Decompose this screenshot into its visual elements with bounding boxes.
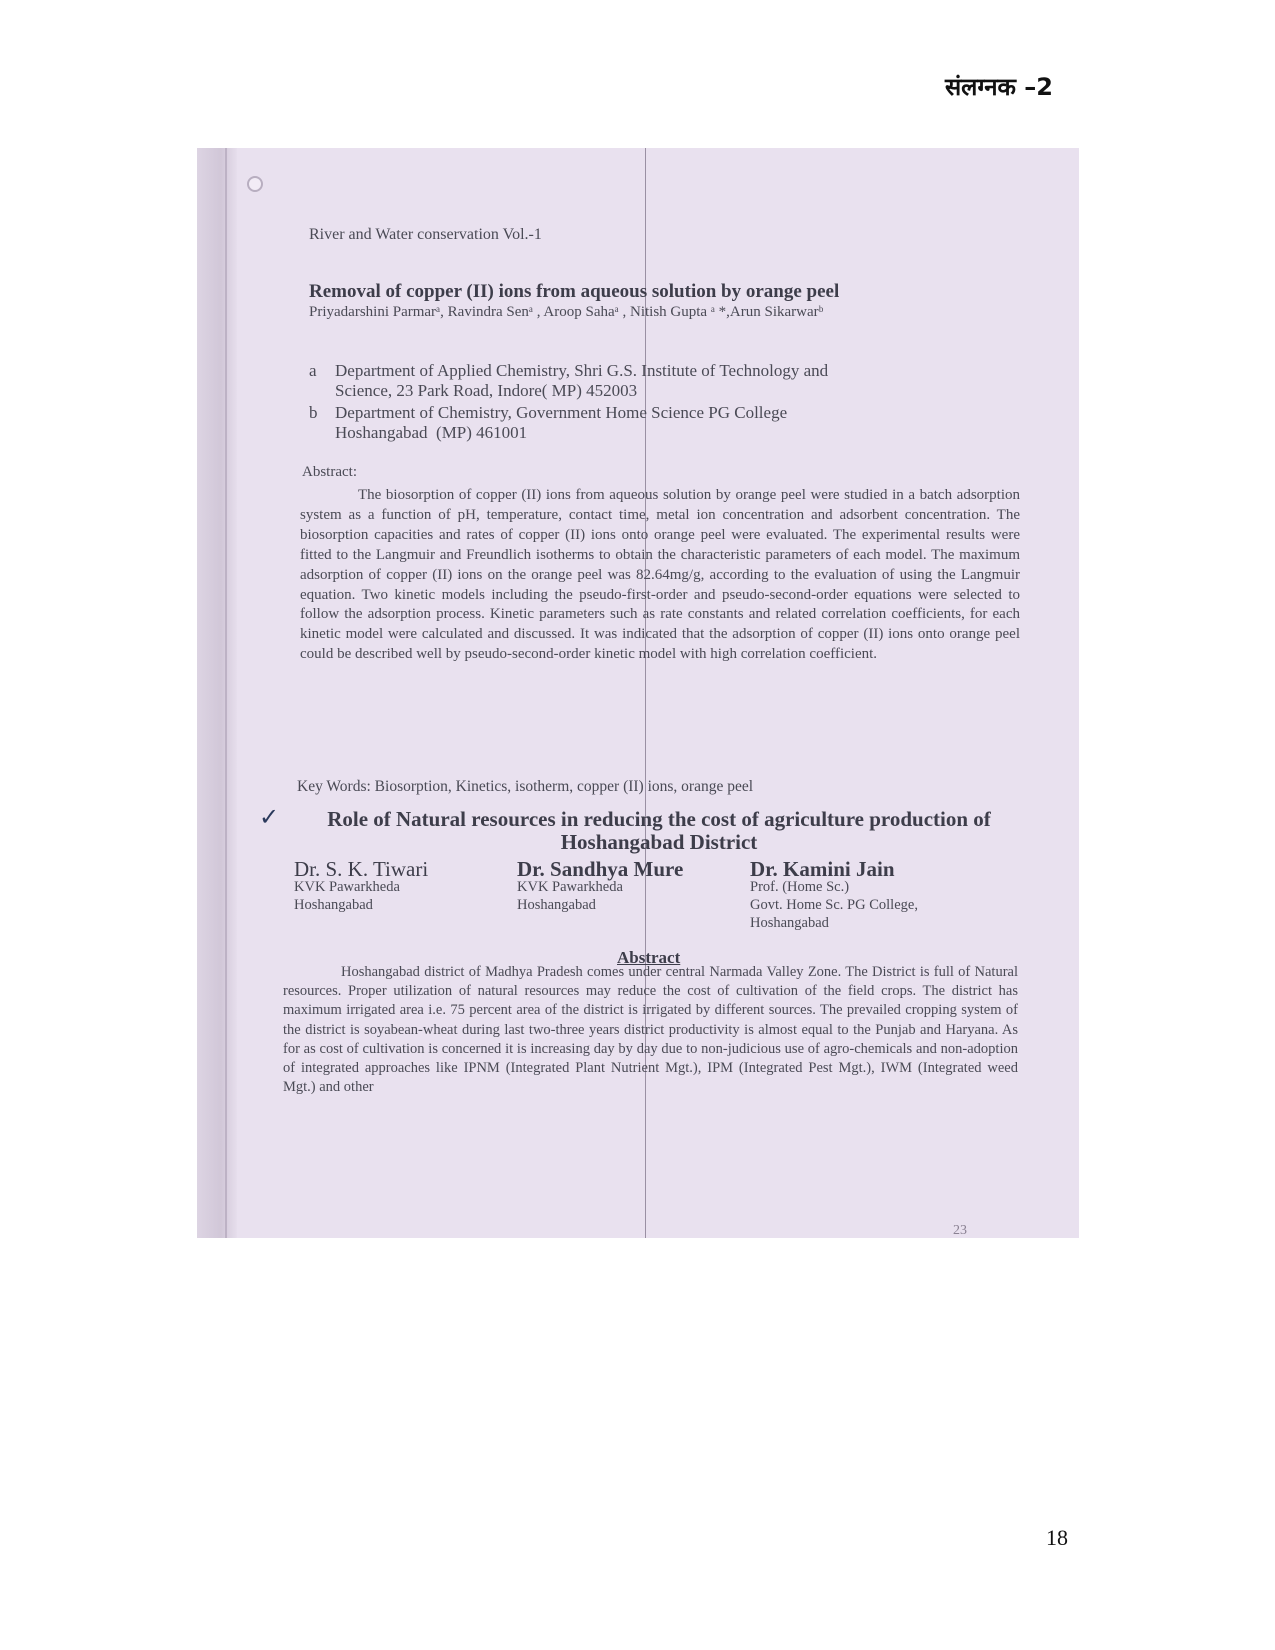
page-number: 18 (1046, 1525, 1068, 1550)
affiliation-text: Department of Chemistry, Government Home Science PG College (335, 403, 788, 422)
author-affiliation: Hoshangabad (750, 915, 829, 931)
paper1-abstract-label: Abstract: (302, 464, 357, 480)
paper2-abstract-label: Abstract (617, 948, 681, 967)
author-name: Dr. S. K. Tiwari (294, 857, 429, 881)
author-affiliation: KVK Pawarkheda (294, 879, 400, 895)
journal-title: River and Water conservation Vol.-1 (309, 226, 542, 243)
affiliation-b-line1 (309, 403, 787, 423)
affiliation-text: Department of Applied Chemistry, Shri G.S. Institute of Technology and (335, 361, 829, 380)
affiliation-a-line2 (309, 381, 637, 401)
affiliation-text: Science, 23 Park Road, Indore( MP) 452003 (335, 381, 638, 400)
paper1-abstract: The biosorption of copper (II) ions from aqueous solution by orange peel were studied in a batch adsorption system as a function of pH, temperature, contact time, metal ion concentration and adsorbent concentration. The biosorption capacities and rates of copper (II) ions onto orange peel were evaluated. The experimental results were fitted to the Langmuir and Freundlich isotherms to obtain the characteristic parameters of each model. The maximum adsorption of copper (II) ions on the orange peel was 82.64mg/g, according to the evaluation of using the Langmuir equation. Two kinetic models including the pseudo-first-order and pseudo-second-order equations were selected to follow the adsorption process. Kinetic parameters such as rate constants and related correlation coefficients, for each kinetic model were calculated and discussed. It was indicated that the adsorption of copper (II) ions onto orange peel could be described well by pseudo-second-order kinetic model with high correlation coefficient. (300, 487, 1020, 663)
affiliation-mark: b (309, 403, 318, 422)
affiliation-text: Hoshangabad (MP) 461001 (335, 423, 528, 442)
paper2-author-1 (294, 857, 429, 914)
binding-edge (197, 148, 237, 1238)
author-affiliation: Prof. (Home Sc.) (750, 879, 850, 895)
paper2-author-2 (517, 857, 684, 914)
paper2-title: Role of Natural resources in reducing the cost of agriculture production of Hoshangabad District (327, 807, 991, 854)
scanned-page-number: 23 (953, 1223, 967, 1238)
paper1-authors: Priyadarshini Parmarᵃ, Ravindra Senᵃ , Aroop Sahaᵃ , Nitish Gupta ᵃ *,Arun Sikarwarᵇ (309, 304, 824, 320)
author-affiliation: Hoshangabad (294, 897, 373, 913)
scanned-page (197, 148, 1079, 1238)
author-name: Dr. Kamini Jain (750, 857, 895, 881)
check-mark-icon: ✓ (259, 805, 280, 831)
author-affiliation: Hoshangabad (517, 897, 596, 913)
paper2-abstract: Hoshangabad district of Madhya Pradesh comes under central Narmada Valley Zone. The District is full of Natural resources. Proper utilization of natural resources may reduce the cost of cultivation of the field crops. The district has maximum irrigated area i.e. 75 percent area of the district is irrigated by different sources. The prevailed cropping system of the district is soyabean-wheat during last two-three years district productivity is almost equal to the Punjab and Haryana. As for as cost of cultivation is concerned it is increasing day by day due to non-judicious use of agro-chemicals and non-adoption of integrated approaches like IPNM (Integrated Plant Nutrient Mgt.), IPM (Integrated Pest Mgt.), IWM (Integrated weed Mgt.) and other (283, 964, 1018, 1096)
affiliation-b-line2 (309, 423, 527, 443)
paper2-author-3 (750, 857, 918, 932)
author-affiliation: KVK Pawarkheda (517, 879, 623, 895)
annexure-title: संलग्नक –2 (944, 73, 1053, 101)
author-affiliation: Govt. Home Sc. PG College, (750, 897, 918, 913)
paper1-keywords: Key Words: Biosorption, Kinetics, isotherm, copper (II) ions, orange peel (297, 778, 754, 795)
affiliation-mark: a (309, 361, 317, 380)
paper1-title: Removal of copper (II) ions from aqueous solution by orange peel (309, 281, 840, 302)
punch-hole (247, 176, 263, 192)
affiliation-a-line1 (309, 361, 828, 381)
binding-line (225, 148, 227, 1238)
author-name: Dr. Sandhya Mure (517, 857, 684, 881)
